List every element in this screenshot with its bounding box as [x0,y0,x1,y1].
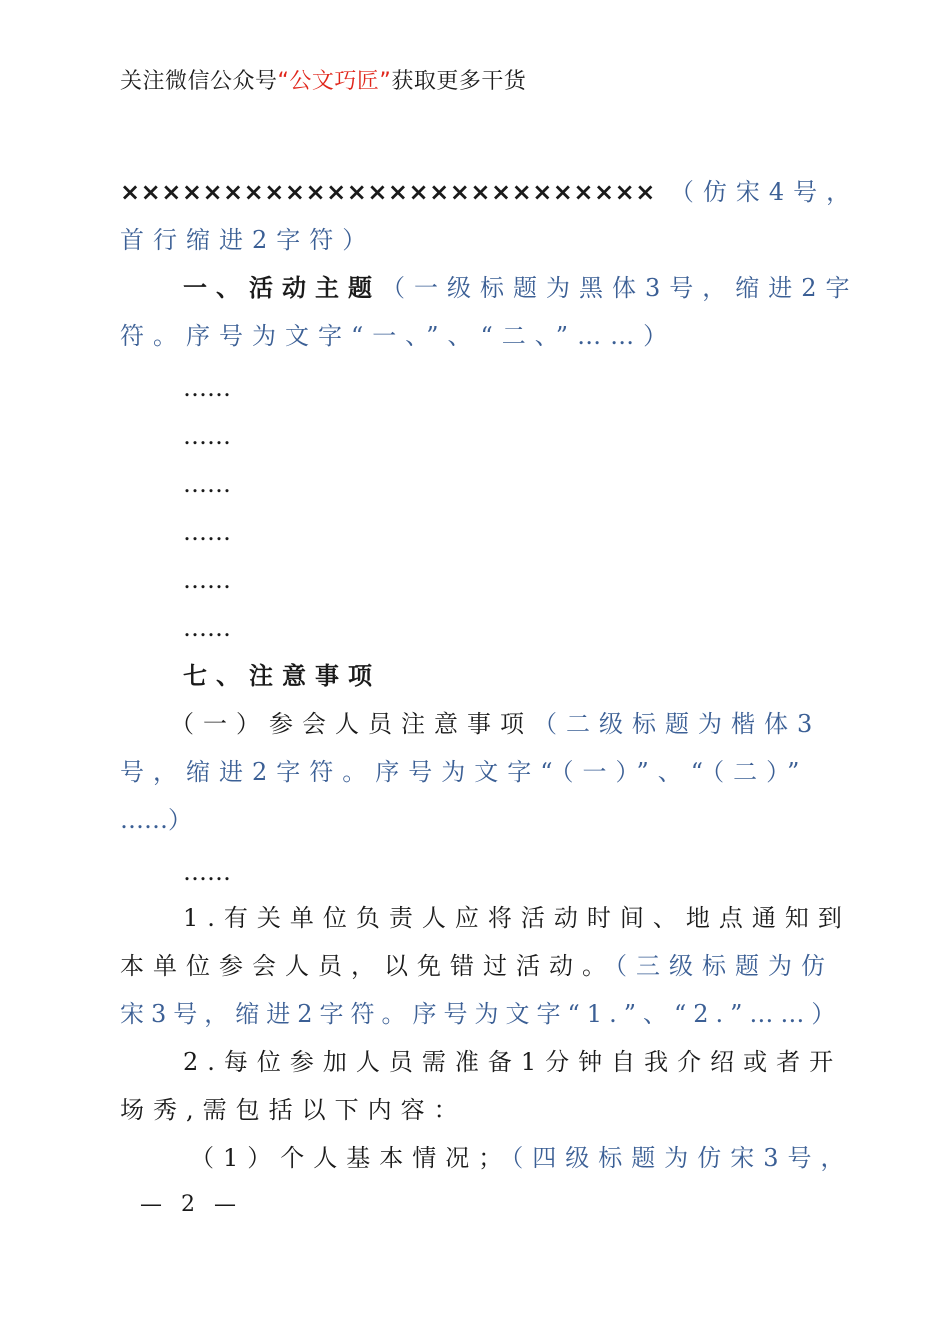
header-prefix: 关注微信公众号 [120,69,278,94]
intro-marks: ×××××××××××××××××××××××××× [120,178,656,206]
item-2-line-1: 2.每位参加人员需准备1分钟自我介绍或者开 [183,1048,843,1076]
header-brand: “公文巧匠” [277,69,392,94]
intro-note: （仿宋4号， [669,178,860,206]
heading-level2-note-line-3: ……） [120,806,192,834]
ellipsis-line: …… [183,518,231,546]
item-1-note: （三级标题为仿 [615,952,834,980]
ellipsis-line: …… [183,566,231,594]
heading-level1-note-line-2: 符。序号为文字“一、”、“二、”……） [120,322,677,350]
item-3-note: （四级标题为仿宋3号， [511,1144,854,1172]
intro-note-line-2: 首行缩进2字符） [120,226,376,254]
page-number: — 2 — [140,1192,242,1217]
ellipsis-line: …… [183,422,231,450]
heading-level1-7: 七、注意事项 [183,662,381,690]
heading-level1-1 [183,272,859,304]
heading-level2 [170,708,821,740]
ellipsis-line: …… [183,614,231,642]
item-3-line [190,1142,854,1174]
item-1-note-line-3: 宋3号，缩进2字符。序号为文字“1.”、“2.”……） [120,1000,843,1028]
item-1-line-2 [120,950,834,982]
ellipsis-line: …… [183,470,231,498]
heading-level2-note: （二级标题为楷体3 [533,710,822,738]
item-1-text: 本单位参会人员，以免错过活动。 [120,952,615,980]
intro-line-1 [120,176,859,208]
ellipsis-line: …… [183,374,231,402]
heading-level2-note-line-2: 号，缩进2字符。序号为文字“（一）”、“（二）” [120,758,809,786]
ellipsis-line: …… [183,858,231,886]
heading-level1-note: （一级标题为黑体3号，缩进2字 [381,274,859,302]
heading-level2-title: （一）参会人员注意事项 [170,710,533,738]
header-suffix: 获取更多干货 [391,69,527,94]
item-1-line-1: 1.有关单位负责人应将活动时间、地点通知到 [183,904,851,932]
heading-level1-title: 一、活动主题 [183,274,381,302]
item-2-line-2: 场秀,需包括以下内容： [120,1096,467,1124]
item-3-text: （1）个人基本情况； [190,1144,512,1172]
promo-header [120,64,526,95]
